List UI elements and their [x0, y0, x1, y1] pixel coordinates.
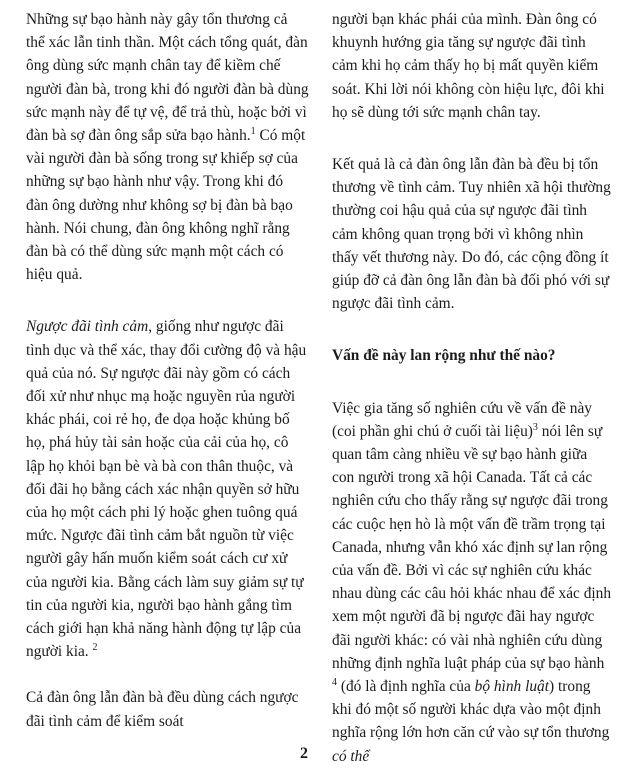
term-criminal-code: bộ hình luật — [474, 678, 550, 696]
footnote-marker-3[interactable]: 3 — [532, 421, 538, 433]
footnote-marker-2[interactable]: 2 — [92, 642, 98, 654]
paragraph-continuation: người bạn khác phái của mình. Đàn ông có khuynh hướng gia tăng sự ngược đãi tình cảm khi họ cảm thấy họ bị mất quyền kiểm soát. Khi lời nói không còn hiệu lực, đôi khi họ sẽ dùng tới sức mạnh chân tay. — [332, 11, 605, 121]
paragraph-research: Việc gia tăng số nghiên cứu về vấn đề này (coi phần ghi chú ở cuối tài liệu)$^3$ nói lên sự quan tâm càng nhiều về sự bạo hành giữa con người trong xã hội Canada. Tất cả các nghiên cứu cho thấy rằng sự ngược đãi trong các cuộc hẹn hò là một vấn đề trầm trọng tại Canada, nhưng vẫn khó xác định sự lan rộng của vấn đề. Bởi vì các sự nghiên cứu khác nhau dùng các câu hỏi khác nhau để xác định xem một người đã bị ngược đãi hay ngược đãi người khác: có vài nhà nghiên cứu dùng những định nghĩa luật pháp của sự bạo hành $^4$ (đó là định nghĩa của bộ hình luật) trong khi đó một số người khác dựa vào một định nghĩa rộng lớn hơn căn cứ vào sự tổn thương có thể — [332, 399, 612, 765]
term-possible: có thể — [332, 747, 370, 765]
page-number: 2 — [300, 745, 308, 762]
term-emotional-abuse: Ngược đãi tình cảm — [26, 318, 149, 336]
paragraph-both-genders: Cả đàn ông lẫn đàn bà đều dùng cách ngược đãi tình cảm để kiểm soát — [26, 689, 299, 730]
paragraph-result: Kết quả là cả đàn ông lẫn đàn bà đều bị tổn thương về tình cảm. Tuy nhiên xã hội thường thường coi hậu quả của sự ngược đãi tình cảm không quan trọng bởi vì không nhìn thấy vết thương này. Do đó, các cộng đồng ít giúp đỡ cả đàn ông lẫn đàn bà đối phó với sự ngược đãi tình cảm. — [332, 156, 611, 313]
right-column — [332, 8, 613, 768]
footnote-marker-1[interactable]: 1 — [250, 125, 256, 137]
section-heading: Vấn đề này lan rộng như thế nào? — [332, 347, 556, 365]
footnote-marker-4[interactable]: 4 — [332, 676, 337, 688]
paragraph-physical-abuse: Những sự bạo hành này gây tổn thương cả thể xác lẫn tinh thần. Một cách tổng quát, đàn ông dùng sức mạnh chân tay để kiềm chế người đàn bà, trong khi đó người đàn bà dùng sức mạnh này để tự vệ, để trả thù, hoặc bởi vì đàn bà sợ đàn ông sắp sửa bạo hành.$^1$ Có một vài người đàn bà sống trong sự khiếp sợ của những sự bạo hành như vậy. Trong khi đó đàn ông dường như không sợ bị đàn bà bạo hành. Nói chung, đàn ông không nghĩ rằng đàn bà có thể dùng sức mạnh một cách có hiệu quả. — [26, 11, 309, 284]
left-column — [26, 8, 309, 733]
paragraph-emotional-abuse: Ngược đãi tình cảm, giống như ngược đãi tình dục và thể xác, thay đổi cường độ và hậu quả của nó. Sự ngược đãi này gồm có cách đối xử như nhục mạ hoặc nguyền rủa người khác phái, coi rẻ họ, đe dọa hoặc khủng bố họ, phá hủy tài sản hoặc của cải của họ, cô lập họ khỏi bạn bè và bà con thân thuộc, và đối đãi họ bằng cách xác nhận quyền sở hữu của họ một cách phi lý hoặc ghen tuông quá mức. Ngược đãi tình cảm bắt nguồn từ việc người gây hấn muốn kiểm soát cách cư xử của người kia. Bằng cách làm suy giảm sự tự tin của người kia, người bạo hành gắng tìm cách giới hạn khả năng hành động tự lập của người kia. $^2$ — [26, 318, 307, 661]
